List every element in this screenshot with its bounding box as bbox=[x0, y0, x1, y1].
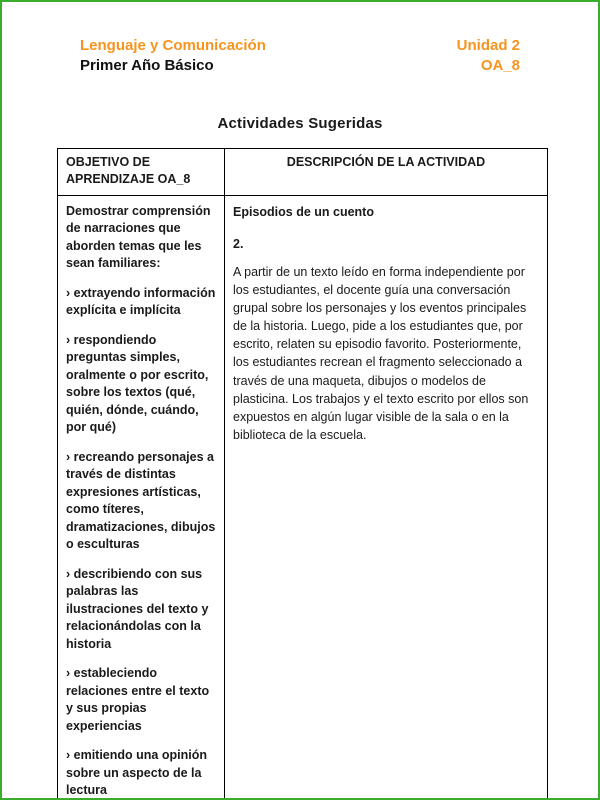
table-body-row bbox=[58, 195, 548, 800]
objective-bullet: › emitiendo una opinión sobre un aspecto de la lectura bbox=[66, 748, 207, 797]
objective-bullet: › recreando personajes a través de distintas expresiones artísticas, como títeres, dramatizaciones, dibujos o esculturas bbox=[66, 449, 216, 551]
grade-level: Primer Año Básico bbox=[80, 57, 214, 75]
page-title: Actividades Sugeridas bbox=[217, 114, 383, 132]
objective-bullet: › extrayendo información explícita e implícita bbox=[66, 285, 216, 317]
subject-title: Lenguaje y Comunicación bbox=[80, 37, 266, 54]
activity-column-header: DESCRIPCIÓN DE LA ACTIVIDAD bbox=[225, 148, 548, 195]
header-right bbox=[457, 36, 520, 77]
header-left bbox=[80, 36, 266, 77]
activities-table bbox=[57, 148, 548, 800]
objective-column-header: OBJETIVO DE APRENDIZAJE OA_8 bbox=[58, 148, 225, 195]
objective-bullet: › estableciendo relaciones entre el texto y sus propias experiencias bbox=[66, 666, 210, 733]
activity-heading: Episodios de un cuento bbox=[233, 204, 374, 219]
objective-intro: Demostrar comprensión de narraciones que aborden temas que les sean familiares: bbox=[66, 203, 211, 270]
oa-label: OA_8 bbox=[480, 57, 520, 75]
objective-bullet: › describiendo con sus palabras las ilustraciones del texto y relacionándolas con la historia bbox=[66, 566, 209, 651]
objective-cell bbox=[58, 195, 225, 800]
activity-description: A partir de un texto leído en forma independiente por los estudiantes, el docente guía una conversación grupal sobre los personajes y los eventos principales de la historia. Luego, pide a los estudiantes que, por escrito, relaten su episodio favorito. Posteriormente, los estudiantes recrean el fragmento seleccionado a través de una maqueta, dibujos o modelos de plasticina. Los trabajos y el texto escrito por ellos son expuestos en algún lugar visible de la sala o en la biblioteca de la escuela. bbox=[233, 264, 529, 442]
activity-cell bbox=[225, 195, 548, 800]
activity-number: 2. bbox=[233, 236, 244, 251]
unit-label: Unidad 2 bbox=[456, 37, 520, 54]
objective-bullet: › respondiendo preguntas simples, oralmente o por escrito, sobre los textos (qué, quién, dónde, cuándo, por qué) bbox=[66, 332, 209, 434]
table-header-row bbox=[58, 148, 548, 195]
document-header bbox=[80, 36, 520, 77]
